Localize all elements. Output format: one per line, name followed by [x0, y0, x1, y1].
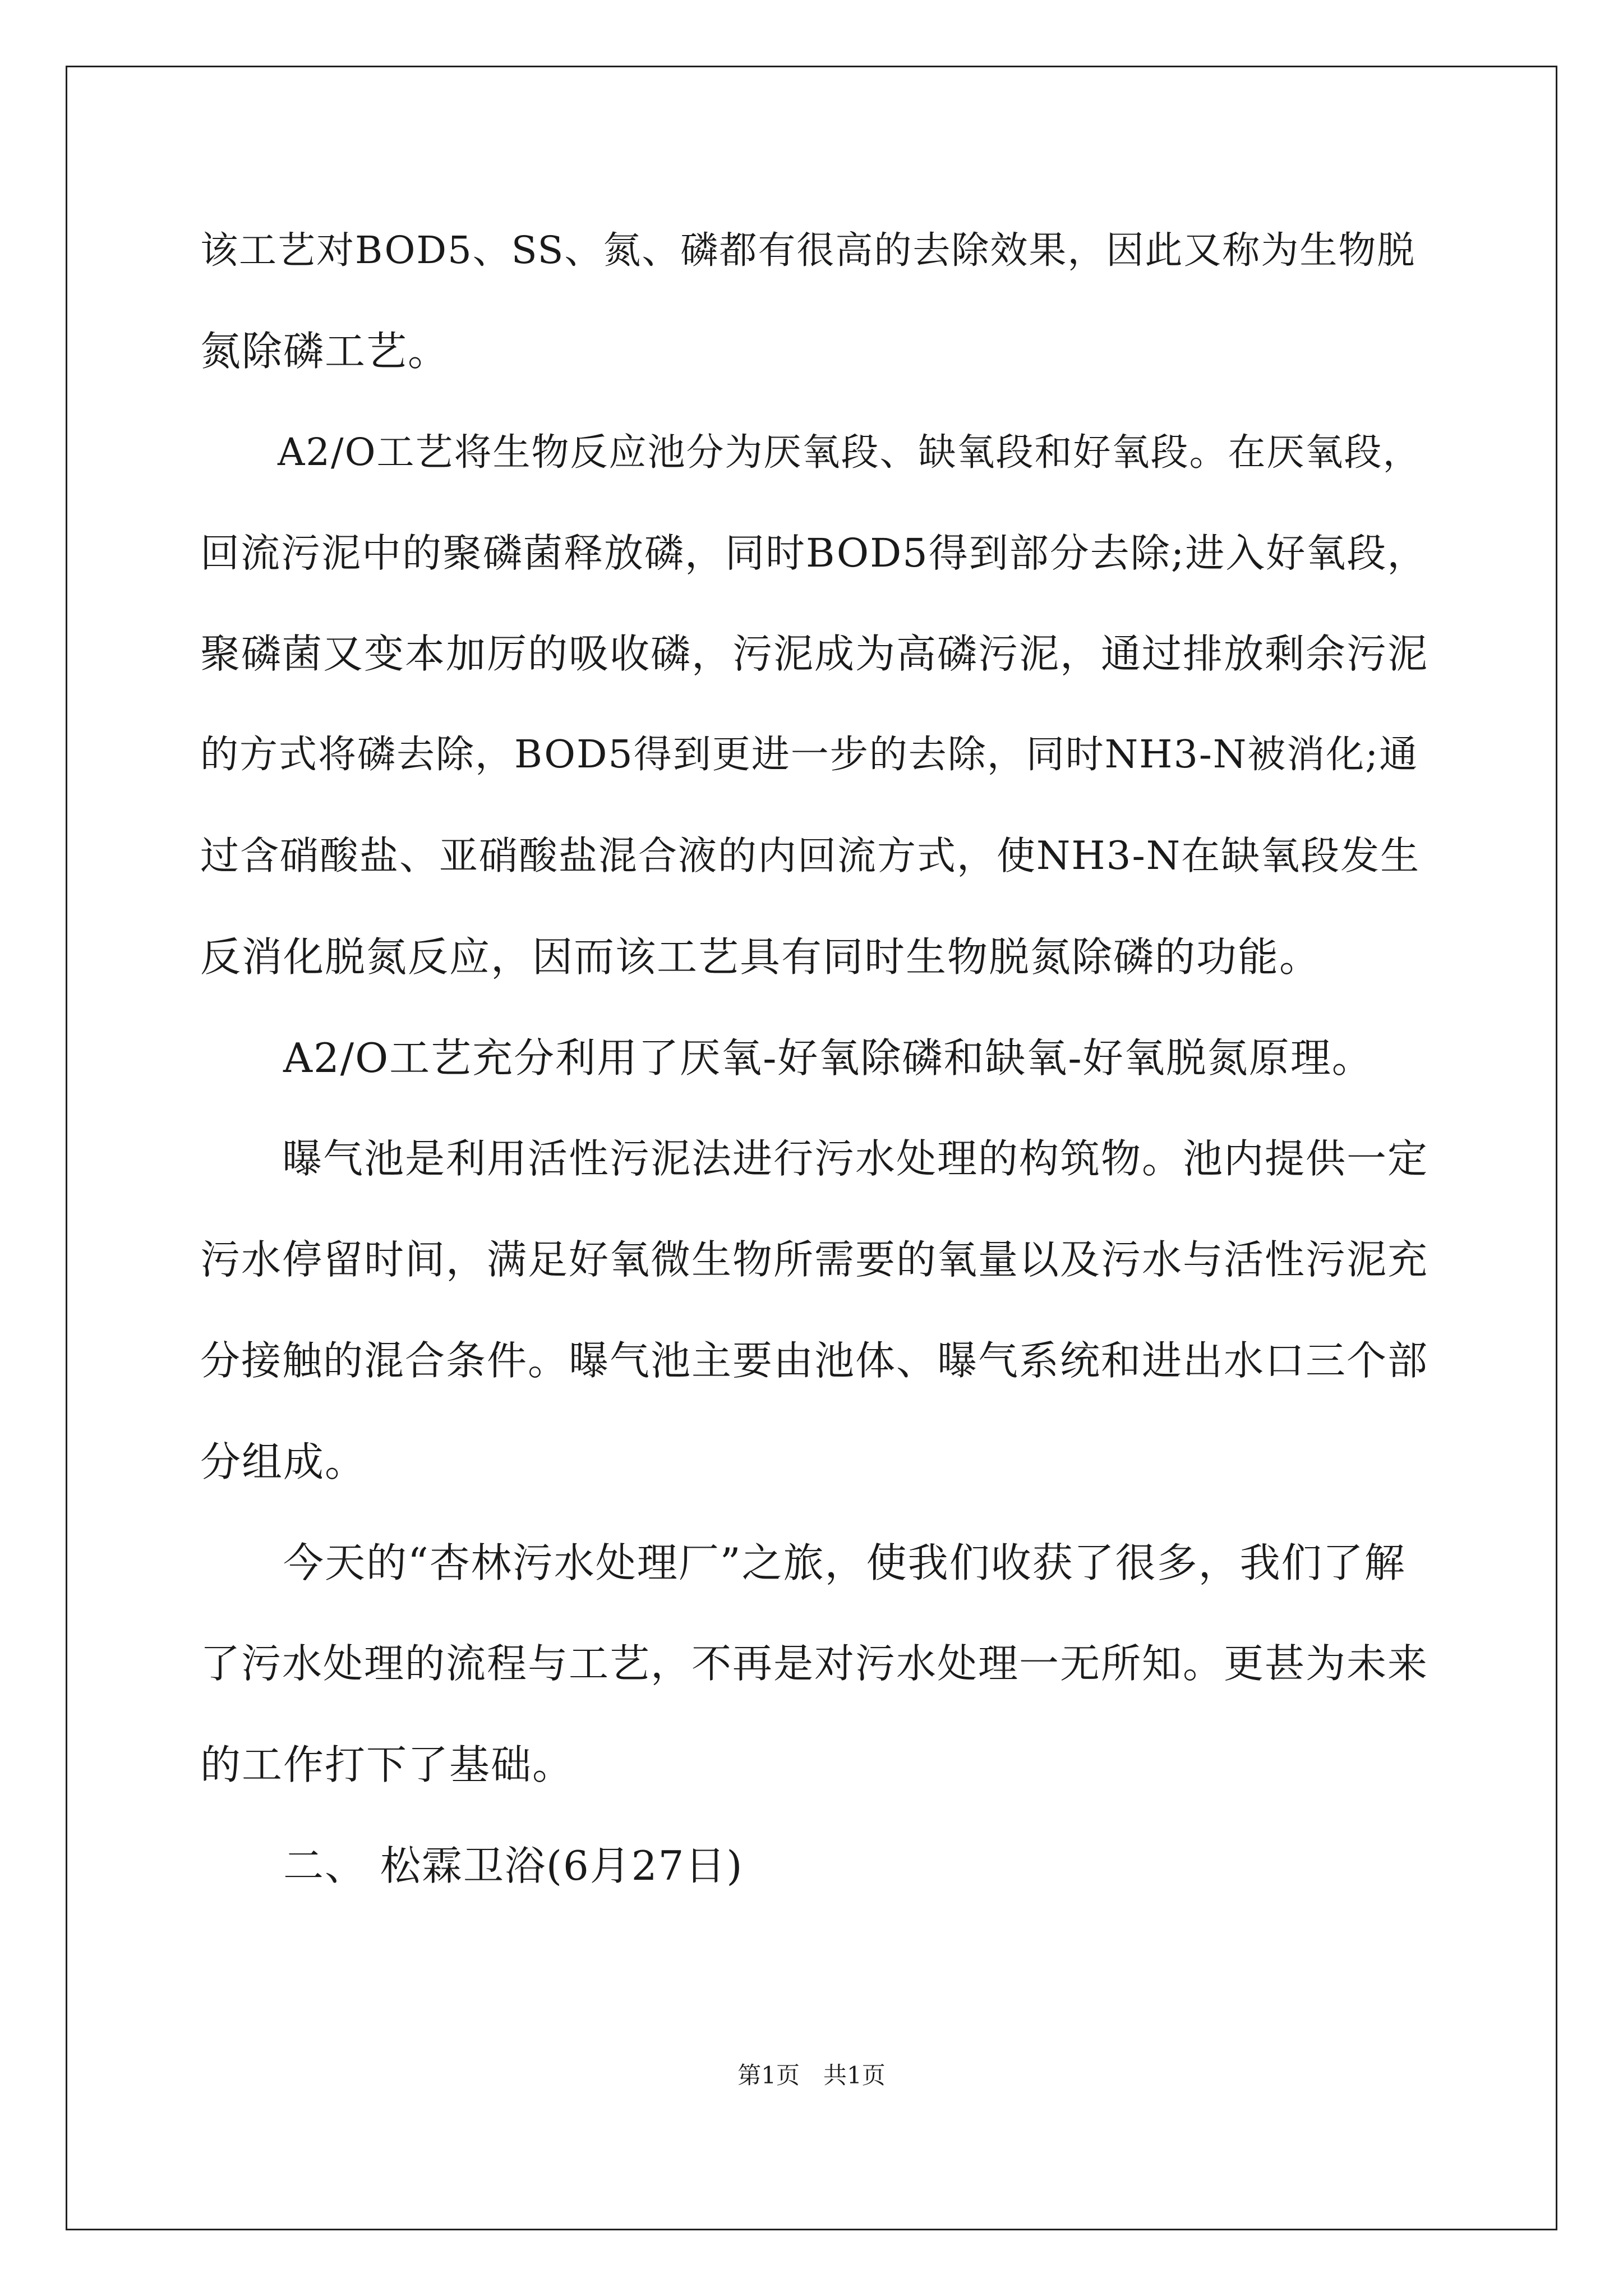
text-line: 该工艺对BOD5、SS、氮、磷都有很高的去除效果，因此又称为生物脱	[200, 228, 1416, 272]
text-line: 氮除磷工艺。	[200, 328, 450, 375]
text-line: 的工作打下了基础。	[200, 1741, 574, 1788]
text-line: 分组成。	[200, 1438, 367, 1485]
text-line: 分接触的混合条件。曝气池主要由池体、曝气系统和进出水口三个部	[200, 1337, 1429, 1384]
section-heading: 二、 松霖卫浴(6月27日)	[200, 1842, 744, 1889]
page-footer: 第1页 共1页	[737, 2062, 886, 2089]
document-body	[200, 211, 1428, 1927]
text-line: A2/O工艺将生物反应池分为厌氧段、缺氧段和好氧段。在厌氧段，	[200, 430, 1422, 474]
text-line: 污水停留时间，满足好氧微生物所需要的氧量以及污水与活性污泥充	[200, 1236, 1429, 1283]
text-line: 聚磷菌又变本加厉的吸收磷，污泥成为高磷污泥，通过排放剩余污泥	[200, 631, 1429, 677]
text-line: 反消化脱氮反应，因而该工艺具有同时生物脱氮除磷的功能。	[200, 933, 1321, 981]
text-line: 曝气池是利用活性污泥法进行污水处理的构筑物。池内提供一定	[200, 1135, 1429, 1182]
text-line: 今天的“杏林污水处理厂”之旅，使我们收获了很多，我们了解	[200, 1539, 1406, 1586]
text-line: 回流污泥中的聚磷菌释放磷，同时BOD5得到部分去除;进入好氧段，	[200, 530, 1428, 576]
text-line: 了污水处理的流程与工艺，不再是对污水处理一无所知。更甚为未来	[200, 1640, 1429, 1687]
text-line: 的方式将磷去除，BOD5得到更进一步的去除，同时NH3-N被消化;通	[200, 733, 1419, 777]
text-line: 过含硝酸盐、亚硝酸盐混合液的内回流方式，使NH3-N在缺氧段发生	[200, 834, 1421, 878]
text-line: A2/O工艺充分利用了厌氧-好氧除磷和缺氧-好氧脱氮原理。	[200, 1034, 1373, 1082]
